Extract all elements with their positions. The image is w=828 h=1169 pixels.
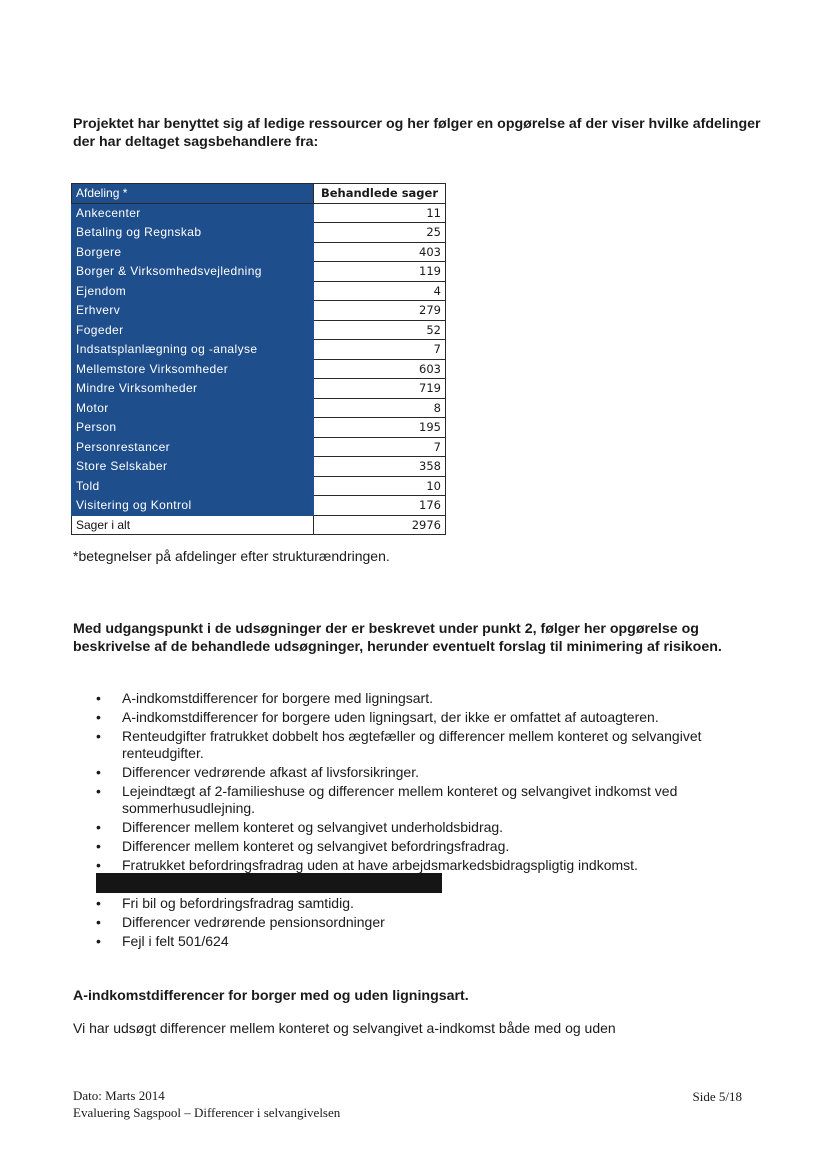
department-name: Personrestancer [72, 437, 314, 457]
list-item: • Differencer mellem konteret og selvangivet underholdsbidrag. [96, 819, 756, 836]
table-row [72, 203, 446, 223]
department-name: Indsatsplanlægning og -analyse [72, 340, 314, 360]
footer-date: Dato: Marts 2014 [73, 1088, 165, 1103]
case-count: 403 [314, 242, 446, 262]
table-header-row [72, 184, 446, 204]
case-count: 25 [314, 223, 446, 243]
col-header-department: Afdeling * [72, 184, 314, 204]
table-row [72, 418, 446, 438]
footer-doc-title: Evaluering Sagspool – Differencer i selvangivelsen [73, 1105, 341, 1120]
case-count: 719 [314, 379, 446, 399]
list-item: • Differencer mellem konteret og selvangivet befordringsfradrag. [96, 838, 756, 855]
table-row [72, 437, 446, 457]
table-body [72, 203, 446, 515]
list-item: • Differencer vedrørende pensionsordninger [96, 914, 756, 931]
list-item: • Fejl i felt 501/624 [96, 933, 756, 950]
list-item: • Differencer vedrørende afkast af livsforsikringer. [96, 764, 756, 781]
subsection-heading: A-indkomstdifferencer for borger med og uden ligningsart. [73, 988, 469, 1004]
table-row [72, 496, 446, 516]
list-item: • Renteudgifter fratrukket dobbelt hos ægtefæller og differencer mellem konteret og selvangivet renteudgifter. [96, 728, 756, 762]
department-name: Erhverv [72, 301, 314, 321]
section-heading: Med udgangspunkt i de udsøgninger der er beskrevet under punkt 2, følger her opgørelse og beskrivelse af de behandlede udsøgninger, herunder eventuelt forslag til minimering af risikoen. [73, 621, 722, 655]
col-header-cases: Behandlede sager [314, 184, 446, 204]
table-row [72, 301, 446, 321]
case-count: 4 [314, 281, 446, 301]
table-row [72, 457, 446, 477]
case-count: 10 [314, 476, 446, 496]
footer-page-number: Side 5/18 [692, 1089, 742, 1104]
table-row [72, 223, 446, 243]
table-row [72, 379, 446, 399]
department-name: Told [72, 476, 314, 496]
bullet-list [96, 690, 756, 876]
case-count: 358 [314, 457, 446, 477]
table-row [72, 262, 446, 282]
department-name: Motor [72, 398, 314, 418]
department-name: Store Selskaber [72, 457, 314, 477]
table-footnote: *betegnelser på afdelinger efter strukturændringen. [73, 548, 390, 564]
list-item: • A-indkomstdifferencer for borgere med ligningsart. [96, 690, 756, 707]
case-count: 7 [314, 340, 446, 360]
table-total-row [72, 515, 446, 535]
case-count: 279 [314, 301, 446, 321]
case-count: 11 [314, 203, 446, 223]
case-count: 119 [314, 262, 446, 282]
table-row [72, 340, 446, 360]
department-table [71, 183, 446, 535]
department-name: Visitering og Kontrol [72, 496, 314, 516]
table-row [72, 281, 446, 301]
case-count: 52 [314, 320, 446, 340]
redaction-bar [96, 873, 442, 893]
table-row [72, 242, 446, 262]
department-name: Ejendom [72, 281, 314, 301]
case-count: 176 [314, 496, 446, 516]
department-name: Fogeder [72, 320, 314, 340]
list-item: • Fratrukket befordringsfradrag uden at have arbejdsmarkedsbidragspligtig indkomst. [96, 857, 756, 874]
list-item: • A-indkomstdifferencer for borgere uden ligningsart, der ikke er omfattet af autoagteren. [96, 709, 756, 726]
intro-text: Projektet har benyttet sig af ledige ressourcer og her følger en opgørelse af der viser hvilke afdelinger der har deltaget sagsbehandlere fra: [73, 116, 761, 150]
department-name: Person [72, 418, 314, 438]
body-paragraph: Vi har udsøgt differencer mellem konteret og selvangivet a-indkomst både med og uden [73, 1020, 616, 1036]
case-count: 603 [314, 359, 446, 379]
department-name: Borgere [72, 242, 314, 262]
case-count: 8 [314, 398, 446, 418]
department-name: Mellemstore Virksomheder [72, 359, 314, 379]
list-item: • Fri bil og befordringsfradrag samtidig. [96, 895, 756, 912]
table-row [72, 398, 446, 418]
bullet-list-continued [96, 895, 756, 952]
department-name: Borger & Virksomhedsvejledning [72, 262, 314, 282]
table-row [72, 320, 446, 340]
department-name: Ankecenter [72, 203, 314, 223]
total-value: 2976 [314, 515, 446, 535]
total-label: Sager i alt [72, 515, 314, 535]
footer-left [73, 1087, 340, 1121]
case-count: 195 [314, 418, 446, 438]
department-name: Betaling og Regnskab [72, 223, 314, 243]
table-row [72, 476, 446, 496]
list-item: • Lejeindtægt af 2-familieshuse og differencer mellem konteret og selvangivet indkomst ved sommerhusudlejning. [96, 783, 756, 817]
table-row [72, 359, 446, 379]
case-count: 7 [314, 437, 446, 457]
department-name: Mindre Virksomheder [72, 379, 314, 399]
